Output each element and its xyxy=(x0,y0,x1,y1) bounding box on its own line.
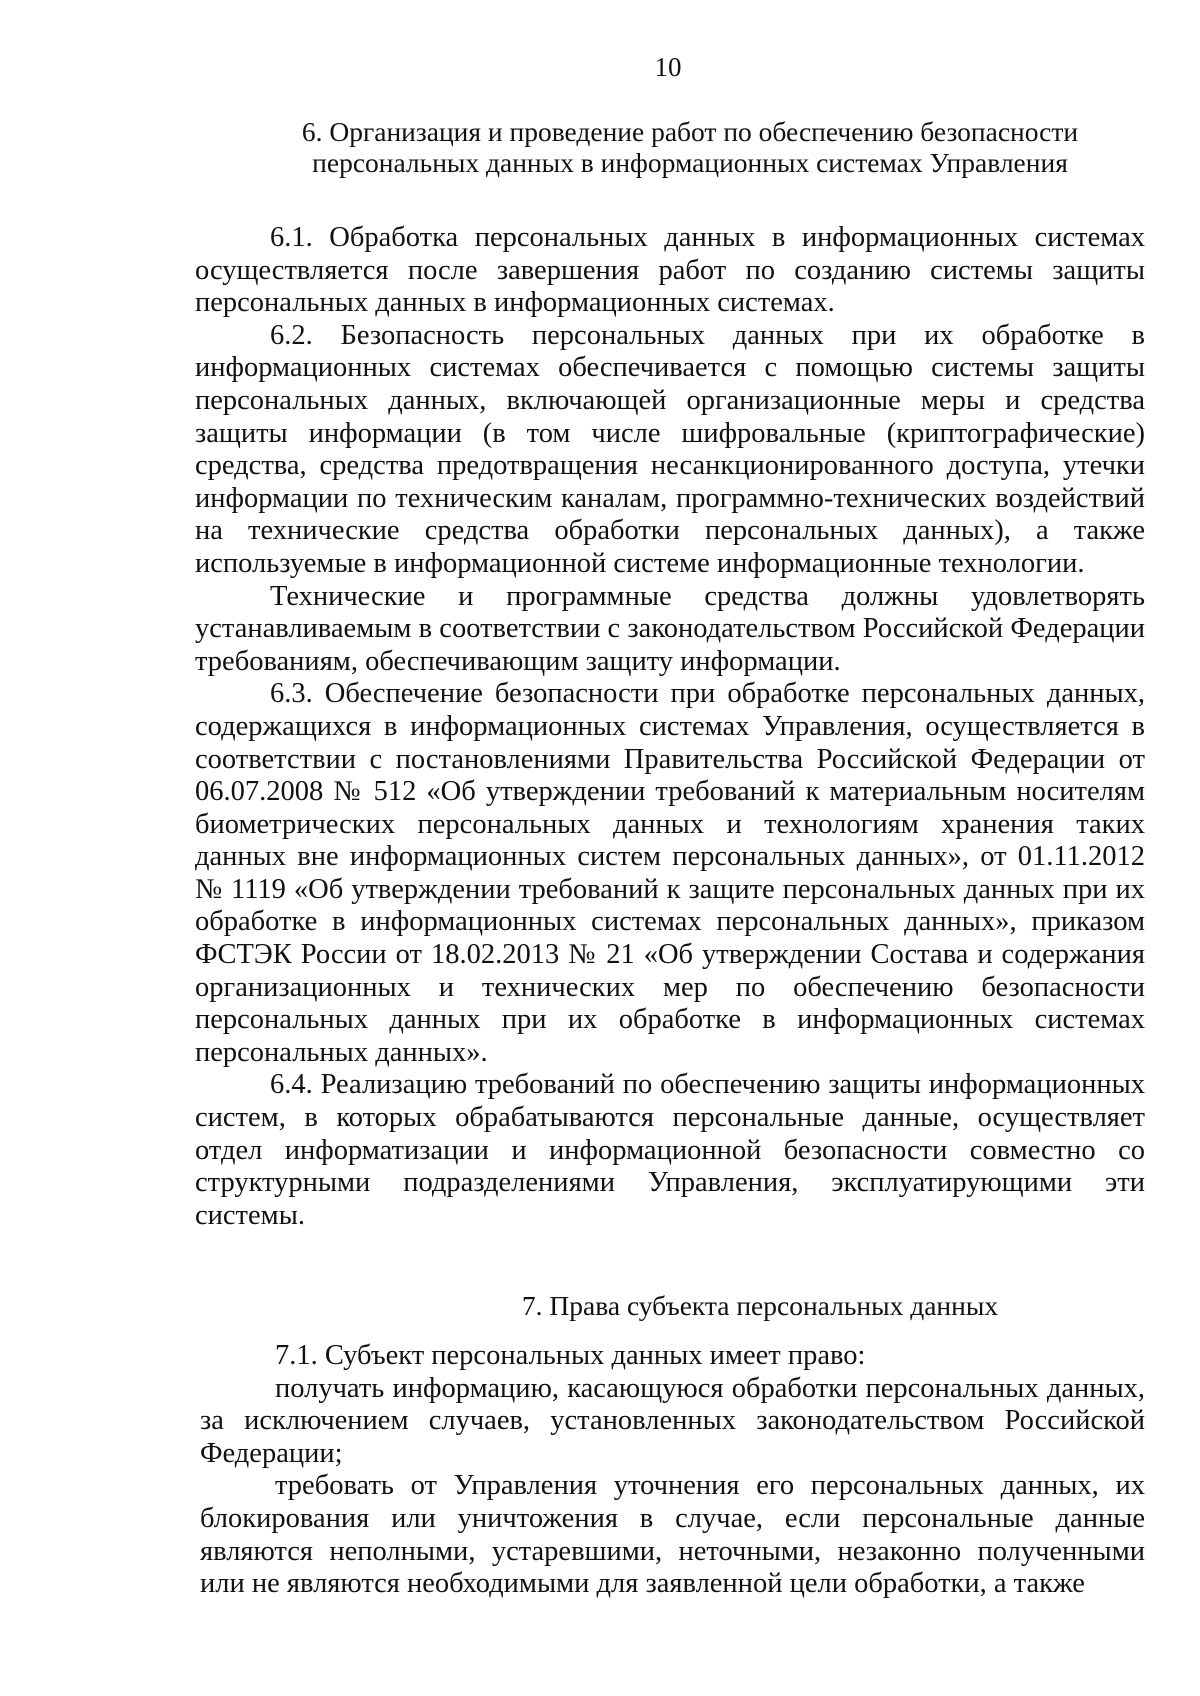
section-6-body xyxy=(195,222,1145,1232)
section-7-heading: 7. Права субъекта персональных данных xyxy=(521,1290,999,1321)
section-6-heading: 6. Организация и проведение работ по обеспечению безопасности персональных данных в информационных системах Управления xyxy=(301,116,1079,178)
paragraph-7-1-item-1: получать информацию, касающуюся обработки персональных данных, за исключением случаев, установленных законодательством Российской Федерации; xyxy=(200,1372,1145,1469)
section-7-body xyxy=(200,1340,1145,1601)
paragraph-7-1-item-2: требовать от Управления уточнения его персональных данных, их блокирования или уничтожения в случае, если персональные данные являются неполными, устаревшими, неточными, незаконно полученными или не являются необходимыми для заявленной цели обработки, а также xyxy=(200,1470,1145,1600)
paragraph-6-1: 6.1. Обработка персональных данных в информационных системах осуществляется после завершения работ по созданию системы защиты персональных данных в информационных системах. xyxy=(195,222,1145,319)
paragraph-6-3: 6.3. Обеспечение безопасности при обработке персональных данных, содержащихся в информационных системах Управления, осуществляется в соответствии с постановлениями Правительства Российской Федерации от 06.07.2008 № 512 «Об утверждении требований к материальным носителям биометрических персональных данных и технологиям хранения таких данных вне информационных систем персональных данных», от 01.11.2012 № 1119 «Об утверждении требований к защите персональных данных при их обработке в информационных системах персональных данных», приказом ФСТЭК России от 18.02.2013 № 21 «Об утверждении Состава и содержания организационных и технических мер по обеспечению безопасности персональных данных при их обработке в информационных системах персональных данных». xyxy=(195,678,1145,1068)
paragraph-7-1: 7.1. Субъект персональных данных имеет право: xyxy=(275,1340,866,1371)
paragraph-6-2: 6.2. Безопасность персональных данных при их обработке в информационных системах обеспечивается с помощью системы защиты персональных данных, включающей организационные меры и средства защиты информации (в том числе шифровальные (криптографические) средства, средства предотвращения несанкционированного доступа, утечки информации по техническим каналам, программно-технических воздействий на технические средства обработки персональных данных), а также используемые в информационной системе информационные технологии. xyxy=(195,319,1145,579)
page-number: 10 xyxy=(654,52,682,82)
paragraph-6-4: 6.4. Реализацию требований по обеспечению защиты информационных систем, в которых обрабатываются персональные данные, осуществляет отдел информатизации и информационной безопасности совместно со структурными подразделениями Управления, эксплуатирующими эти системы. xyxy=(195,1069,1145,1231)
paragraph-6-2-continued: Технические и программные средства должны удовлетворять устанавливаемым в соответствии с законодательством Российской Федерации требованиям, обеспечивающим защиту информации. xyxy=(195,580,1145,677)
